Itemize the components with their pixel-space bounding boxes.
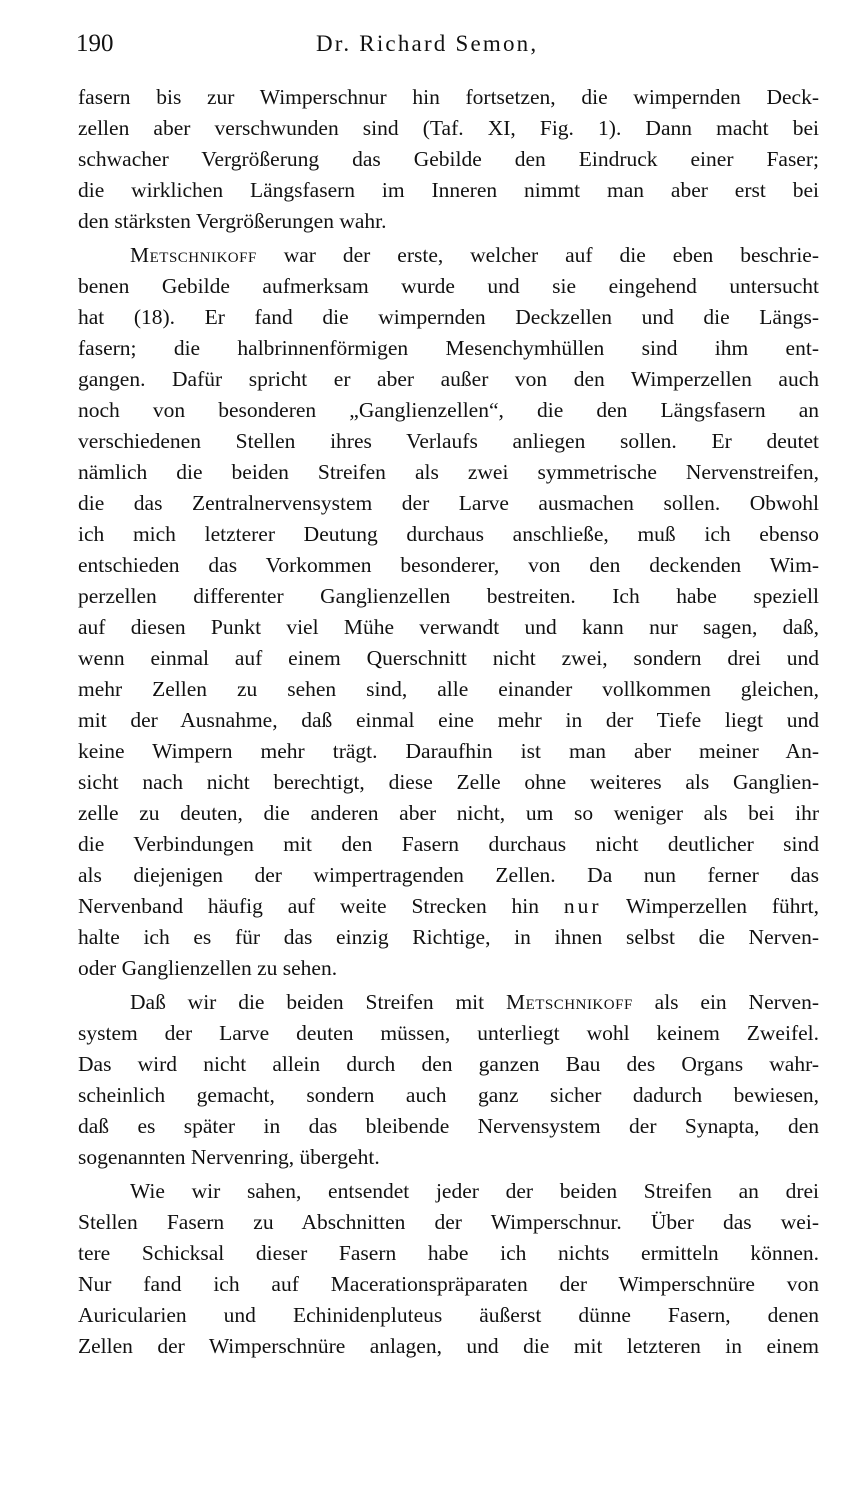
text-line: keine Wimpern mehr trägt. Daraufhin ist man aber meiner An- — [78, 739, 819, 763]
text-line: entschieden das Vorkommen besonderer, von den deckenden Wim- — [78, 553, 819, 577]
text-line: als diejenigen der wimpertragenden Zellen. Da nun ferner das — [78, 863, 819, 887]
text-line: verschiedenen Stellen ihres Verlaufs anliegen sollen. Er deutet — [78, 429, 819, 453]
text-line: Das wird nicht allein durch den ganzen Bau des Organs wahr- — [78, 1052, 819, 1076]
text-line: zelle zu deuten, die anderen aber nicht, um so weniger als bei ihr — [78, 801, 819, 825]
text-line: die wirklichen Längsfasern im Inneren nimmt man aber erst bei — [78, 178, 819, 202]
text-run: Daß wir die beiden Streifen mit — [130, 990, 506, 1014]
body-text — [78, 82, 819, 1362]
text-line: Zellen der Wimperschnüre anlagen, und die mit letzteren in einem — [78, 1334, 819, 1358]
author-name-smallcaps: Metschnikoff — [505, 990, 633, 1014]
text-run: war der erste, welcher auf die eben beschrie- — [256, 243, 819, 267]
text-line: Wie wir sahen, entsendet jeder der beiden Streifen an drei — [130, 1179, 819, 1203]
text-line — [78, 240, 819, 271]
text-line: mit der Ausnahme, daß einmal eine mehr in der Tiefe liegt und — [78, 708, 819, 732]
text-line: Nur fand ich auf Macerationspräparaten der Wimperschnüre von — [78, 1272, 819, 1296]
running-head: Dr. Richard Semon, — [316, 31, 539, 56]
text-line: schwacher Vergrößerung das Gebilde den Eindruck einer Faser; — [78, 147, 819, 171]
page-number: 190 — [76, 30, 114, 57]
text-run: Nervenband häufig auf weite Strecken hin — [78, 894, 564, 918]
text-line: fasern bis zur Wimperschnur hin fortsetzen, die wimpernden Deck- — [78, 85, 819, 109]
text-run: Wimperzellen führt, — [601, 894, 819, 918]
author-name-smallcaps: Metschnikoff — [130, 243, 257, 267]
text-line: noch von besonderen „Ganglienzellen“, die den Längsfasern an — [78, 398, 819, 422]
text-line: nämlich die beiden Streifen als zwei symmetrische Nervenstreifen, — [78, 460, 819, 484]
text-line: hat (18). Er fand die wimpernden Deckzellen und die Längs- — [78, 305, 819, 329]
text-line: wenn einmal auf einem Querschnitt nicht zwei, sondern drei und — [78, 646, 819, 670]
text-line: scheinlich gemacht, sondern auch ganz sicher dadurch bewiesen, — [78, 1083, 819, 1107]
text-line: mehr Zellen zu sehen sind, alle einander vollkommen gleichen, — [78, 677, 819, 701]
paragraph-3 — [78, 987, 819, 1173]
emphasis-spaced: nur — [563, 894, 602, 918]
text-line: Auricularien und Echinidenpluteus äußerst dünne Fasern, denen — [78, 1303, 819, 1327]
text-line: halte ich es für das einzig Richtige, in ihnen selbst die Nerven- — [78, 925, 819, 949]
text-line: system der Larve deuten müssen, unterliegt wohl keinem Zweifel. — [78, 1021, 819, 1045]
text-line — [78, 987, 819, 1018]
text-line: auf diesen Punkt viel Mühe verwandt und kann nur sagen, daß, — [78, 615, 819, 639]
text-line — [78, 891, 819, 922]
text-line: Stellen Fasern zu Abschnitten der Wimperschnur. Über das wei- — [78, 1210, 819, 1234]
text-line: benen Gebilde aufmerksam wurde und sie eingehend untersucht — [78, 274, 819, 298]
text-line: die das Zentralnervensystem der Larve ausmachen sollen. Obwohl — [78, 491, 819, 515]
text-line: oder Ganglienzellen zu sehen. — [78, 956, 338, 980]
text-line: den stärksten Vergrößerungen wahr. — [78, 209, 387, 233]
text-line: zellen aber verschwunden sind (Taf. XI, Fig. 1). Dann macht bei — [78, 116, 819, 140]
paragraph-2 — [78, 240, 819, 984]
paragraph-1 — [78, 82, 819, 237]
page-header — [76, 26, 822, 66]
text-line: sogenannten Nervenring, übergeht. — [78, 1145, 380, 1169]
text-line: daß es später in das bleibende Nervensystem der Synapta, den — [78, 1114, 819, 1138]
text-line: perzellen differenter Ganglienzellen bestreiten. Ich habe speziell — [78, 584, 819, 608]
text-line: gangen. Dafür spricht er aber außer von den Wimperzellen auch — [78, 367, 819, 391]
text-line: ich mich letzterer Deutung durchaus anschließe, muß ich ebenso — [78, 522, 819, 546]
text-run: als ein Nerven- — [632, 990, 819, 1014]
text-line: die Verbindungen mit den Fasern durchaus nicht deutlicher sind — [78, 832, 819, 856]
text-line: fasern; die halbrinnenförmigen Mesenchymhüllen sind ihm ent- — [78, 336, 819, 360]
text-line: tere Schicksal dieser Fasern habe ich nichts ermitteln können. — [78, 1241, 819, 1265]
paragraph-4 — [78, 1176, 819, 1362]
text-line: sicht nach nicht berechtigt, diese Zelle ohne weiteres als Ganglien- — [78, 770, 819, 794]
